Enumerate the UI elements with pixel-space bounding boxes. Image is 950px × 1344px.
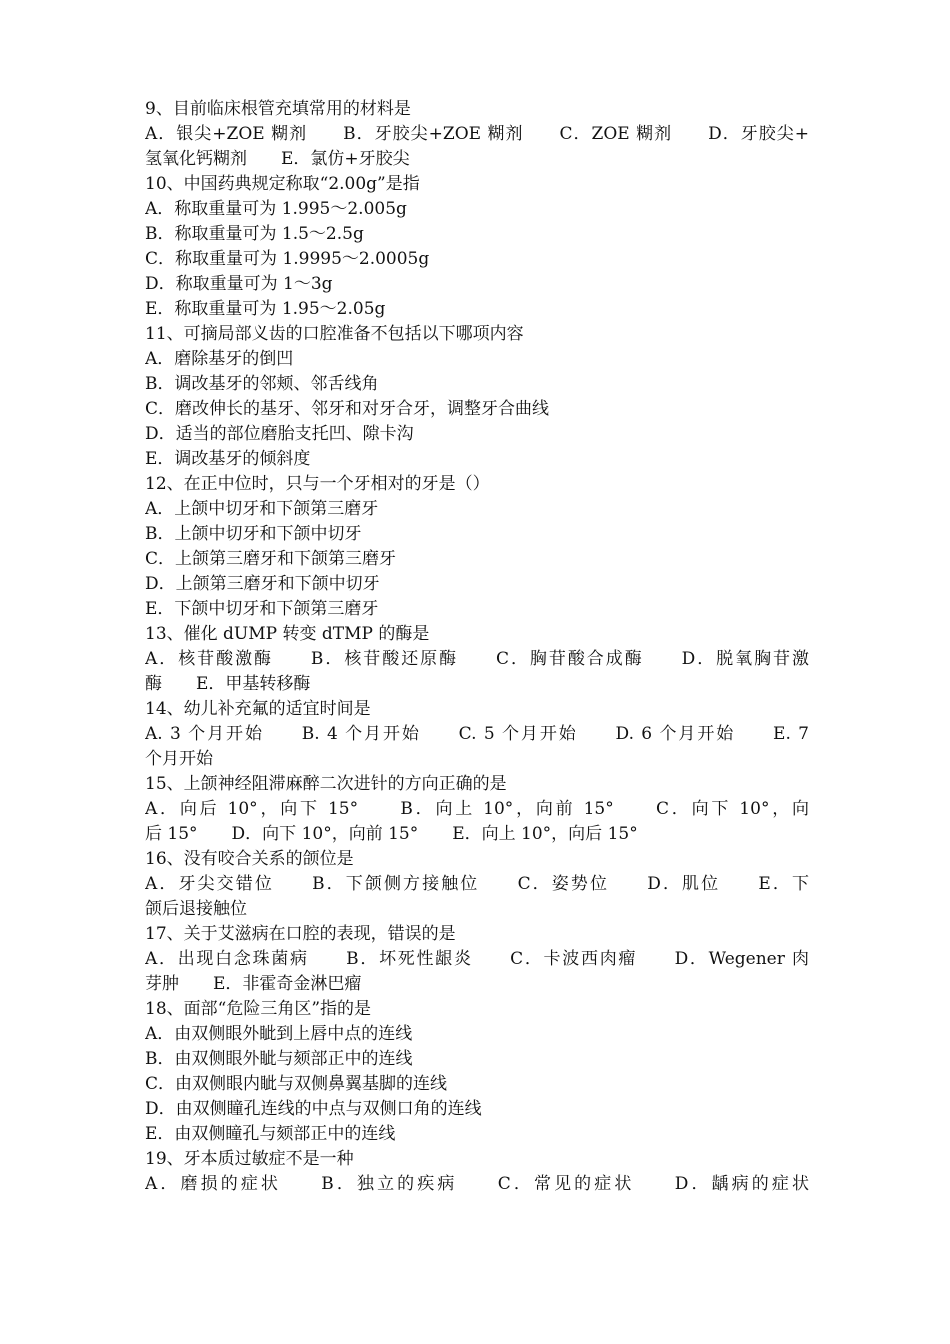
question-9-stem: 9、目前临床根管充填常用的材料是 <box>145 99 411 119</box>
question-12-option-e: E．下颌中切牙和下颌第三磨牙 <box>145 599 379 619</box>
question-14-options-cont: 个月开始 <box>145 749 213 769</box>
question-12-stem: 12、在正中位时，只与一个牙相对的牙是（） <box>145 474 490 494</box>
question-10-option-a: A．称取重量可为 1.995～2.005g <box>145 199 407 219</box>
question-15-stem: 15、上颌神经阻滞麻醉二次进针的方向正确的是 <box>145 774 507 794</box>
question-10-stem: 10、中国药典规定称取“2.00g”是指 <box>145 174 420 194</box>
question-18-option-e: E．由双侧瞳孔与颏部正中的连线 <box>145 1124 396 1144</box>
question-9-options: A．银尖+ZOE 糊剂 B．牙胶尖+ZOE 糊剂 C．ZOE 糊剂 D．牙胶尖+ <box>145 124 809 144</box>
question-13-options-cont: 酶 E．甲基转移酶 <box>145 674 311 694</box>
question-10-option-d: D．称取重量可为 1～3g <box>145 274 333 294</box>
question-11-option-a: A．磨除基牙的倒凹 <box>145 349 294 369</box>
question-11-option-e: E．调改基牙的倾斜度 <box>145 449 311 469</box>
question-13-stem: 13、催化 dUMP 转变 dTMP 的酶是 <box>145 624 430 644</box>
question-text-block <box>145 97 809 1197</box>
question-16-options-cont: 颌后退接触位 <box>145 899 247 919</box>
question-16-options: A．牙尖交错位 B．下颌侧方接触位 C．姿势位 D．肌位 E．下 <box>145 874 809 894</box>
question-14-options: A. 3 个月开始 B. 4 个月开始 C. 5 个月开始 D. 6 个月开始 E. 7 <box>145 724 809 744</box>
question-17-stem: 17、关于艾滋病在口腔的表现，错误的是 <box>145 924 456 944</box>
question-18-option-c: C．由双侧眼内眦与双侧鼻翼基脚的连线 <box>145 1074 448 1094</box>
question-18-option-a: A．由双侧眼外眦到上唇中点的连线 <box>145 1024 413 1044</box>
question-11-option-d: D．适当的部位磨胎支托凹、隙卡沟 <box>145 424 414 444</box>
question-18-stem: 18、面部“危险三角区”指的是 <box>145 999 372 1019</box>
question-10-option-b: B．称取重量可为 1.5～2.5g <box>145 224 364 244</box>
question-11-stem: 11、可摘局部义齿的口腔准备不包括以下哪项内容 <box>145 324 524 344</box>
question-16-stem: 16、没有咬合关系的颌位是 <box>145 849 354 869</box>
question-15-options-cont: 后 15° D．向下 10°，向前 15° E．向上 10°，向后 15° <box>145 824 638 844</box>
question-12-option-c: C．上颌第三磨牙和下颌第三磨牙 <box>145 549 397 569</box>
question-15-options: A．向后 10°，向下 15° B．向上 10°，向前 15° C．向下 10°，向 <box>145 799 809 819</box>
question-10-option-c: C．称取重量可为 1.9995～2.0005g <box>145 249 430 269</box>
question-11-option-c: C．磨改伸长的基牙、邻牙和对牙合牙，调整牙合曲线 <box>145 399 550 419</box>
question-13-options: A．核苷酸激酶 B．核苷酸还原酶 C．胸苷酸合成酶 D．脱氧胸苷激 <box>145 649 809 669</box>
question-18-option-b: B．由双侧眼外眦与颏部正中的连线 <box>145 1049 413 1069</box>
question-11-option-b: B．调改基牙的邻颊、邻舌线角 <box>145 374 379 394</box>
question-19-options: A．磨损的症状 B．独立的疾病 C．常见的症状 D．龋病的症状 <box>145 1174 809 1194</box>
question-18-option-d: D．由双侧瞳孔连线的中点与双侧口角的连线 <box>145 1099 482 1119</box>
question-17-options-cont: 芽肿 E．非霍奇金淋巴瘤 <box>145 974 362 994</box>
question-14-stem: 14、幼儿补充氟的适宜时间是 <box>145 699 371 719</box>
question-10-option-e: E．称取重量可为 1.95～2.05g <box>145 299 386 319</box>
question-12-option-d: D．上颌第三磨牙和下颌中切牙 <box>145 574 380 594</box>
question-19-stem: 19、牙本质过敏症不是一种 <box>145 1149 354 1169</box>
question-9-options-cont: 氢氧化钙糊剂 E．氯仿+牙胶尖 <box>145 149 410 169</box>
question-12-option-b: B．上颌中切牙和下颌中切牙 <box>145 524 362 544</box>
question-12-option-a: A．上颌中切牙和下颌第三磨牙 <box>145 499 379 519</box>
question-17-options: A．出现白念珠菌病 B．坏死性龈炎 C．卡波西肉瘤 D．Wegener 肉 <box>145 949 809 969</box>
